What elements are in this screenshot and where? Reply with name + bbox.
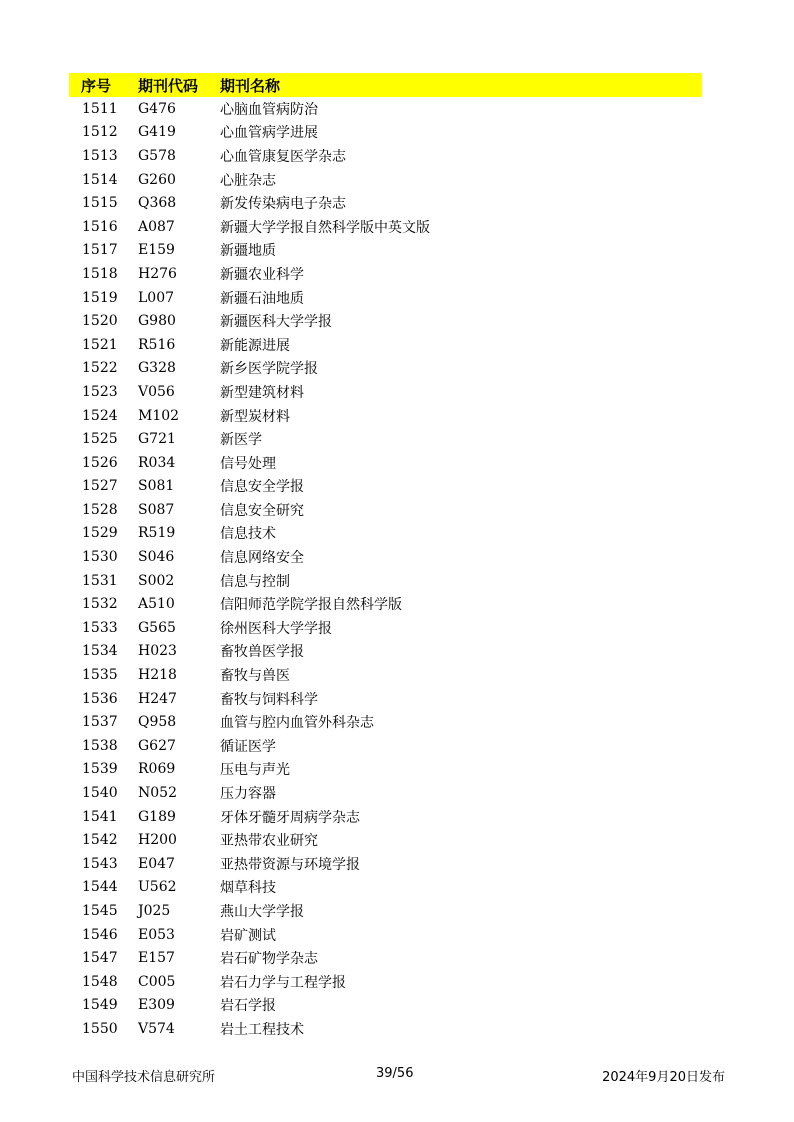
cell-serial: 1532 (82, 596, 118, 613)
table-row (69, 781, 702, 805)
cell-serial: 1529 (82, 525, 118, 542)
cell-name: 新疆石油地质 (220, 290, 304, 307)
cell-name: 岩土工程技术 (220, 1021, 304, 1038)
cell-code: H276 (138, 265, 177, 282)
cell-code: H247 (138, 690, 177, 707)
cell-code: H023 (138, 643, 177, 660)
journal-table (69, 73, 702, 1041)
cell-code: E047 (138, 855, 175, 872)
cell-name: 新疆医科大学学报 (220, 314, 332, 331)
table-row (69, 923, 702, 947)
table-row (69, 286, 702, 310)
cell-code: G578 (138, 147, 176, 164)
cell-name: 心脏杂志 (220, 172, 276, 189)
table-body (69, 97, 702, 1041)
cell-code: N052 (138, 785, 177, 802)
cell-code: U562 (138, 879, 177, 896)
cell-name: 新疆大学学报自然科学版中英文版 (220, 219, 430, 236)
header-name: 期刊名称 (220, 76, 281, 95)
cell-name: 岩矿测试 (220, 927, 276, 944)
table-row (69, 994, 702, 1018)
cell-code: G419 (138, 124, 176, 141)
cell-name: 信息与控制 (220, 573, 290, 590)
cell-code: A087 (138, 218, 175, 235)
cell-serial: 1548 (82, 973, 118, 990)
cell-serial: 1515 (82, 195, 118, 212)
cell-name: 血管与腔内血管外科杂志 (220, 715, 374, 732)
table-row (69, 710, 702, 734)
cell-serial: 1540 (82, 785, 118, 802)
footer-page-number: 39/56 (376, 1066, 414, 1081)
cell-serial: 1523 (82, 383, 118, 400)
table-row (69, 734, 702, 758)
table-row (69, 758, 702, 782)
cell-code: G980 (138, 313, 176, 330)
cell-name: 新疆地质 (220, 243, 276, 260)
cell-serial: 1546 (82, 926, 118, 943)
cell-code: G721 (138, 431, 176, 448)
table-row (69, 852, 702, 876)
table-row (69, 475, 702, 499)
cell-name: 畜牧与饲料科学 (220, 691, 318, 708)
table-row (69, 687, 702, 711)
cell-serial: 1519 (82, 289, 118, 306)
table-row (69, 805, 702, 829)
table-row (69, 876, 702, 900)
table-row (69, 970, 702, 994)
cell-name: 新型建筑材料 (220, 384, 304, 401)
cell-code: A510 (138, 596, 175, 613)
table-row (69, 309, 702, 333)
table-row (69, 333, 702, 357)
cell-name: 信阳师范学院学报自然科学版 (220, 597, 402, 614)
cell-code: H200 (138, 832, 177, 849)
cell-serial: 1538 (82, 737, 118, 754)
cell-serial: 1542 (82, 832, 118, 849)
table-row (69, 144, 702, 168)
table-row (69, 592, 702, 616)
table-row (69, 663, 702, 687)
table-row (69, 404, 702, 428)
cell-name: 畜牧与兽医 (220, 668, 290, 685)
cell-code: G260 (138, 171, 176, 188)
cell-code: R069 (138, 761, 176, 778)
cell-code: E309 (138, 997, 175, 1014)
cell-name: 信息安全研究 (220, 502, 304, 519)
cell-serial: 1522 (82, 360, 118, 377)
cell-name: 畜牧兽医学报 (220, 644, 304, 661)
table-row (69, 380, 702, 404)
cell-name: 新发传染病电子杂志 (220, 196, 346, 213)
cell-serial: 1534 (82, 643, 118, 660)
header-serial: 序号 (81, 76, 112, 95)
table-row (69, 522, 702, 546)
cell-name: 新型炭材料 (220, 408, 290, 425)
cell-serial: 1533 (82, 619, 118, 636)
table-row (69, 498, 702, 522)
cell-code: G476 (138, 100, 176, 117)
cell-code: H218 (138, 667, 177, 684)
cell-serial: 1524 (82, 407, 118, 424)
cell-name: 燕山大学学报 (220, 903, 304, 920)
cell-code: R516 (138, 336, 176, 353)
cell-serial: 1537 (82, 714, 118, 731)
table-row (69, 427, 702, 451)
cell-serial: 1513 (82, 147, 118, 164)
cell-serial: 1521 (82, 336, 118, 353)
cell-name: 信息网络安全 (220, 550, 304, 567)
table-row (69, 239, 702, 263)
cell-code: G565 (138, 619, 176, 636)
cell-code: G328 (138, 360, 176, 377)
cell-serial: 1544 (82, 879, 118, 896)
cell-serial: 1535 (82, 667, 118, 684)
cell-name: 心脑血管病防治 (220, 101, 318, 118)
cell-serial: 1528 (82, 501, 118, 518)
cell-name: 信号处理 (220, 455, 276, 472)
cell-serial: 1541 (82, 808, 118, 825)
cell-name: 压力容器 (220, 786, 276, 803)
page-footer (0, 1066, 794, 1086)
cell-serial: 1514 (82, 171, 118, 188)
cell-code: L007 (138, 289, 175, 306)
footer-date: 2024年9月20日发布 (602, 1070, 725, 1085)
cell-code: G627 (138, 737, 176, 754)
cell-code: M102 (138, 407, 180, 424)
cell-serial: 1536 (82, 690, 118, 707)
cell-code: V574 (138, 1020, 175, 1037)
table-row (69, 451, 702, 475)
cell-name: 徐州医科大学学报 (220, 620, 332, 637)
cell-serial: 1545 (82, 902, 118, 919)
cell-name: 岩石力学与工程学报 (220, 974, 346, 991)
cell-code: V056 (138, 383, 175, 400)
cell-code: S087 (138, 501, 175, 518)
cell-serial: 1530 (82, 549, 118, 566)
cell-serial: 1512 (82, 124, 118, 141)
header-code: 期刊代码 (138, 76, 199, 95)
cell-code: R034 (138, 454, 176, 471)
cell-code: E157 (138, 950, 175, 967)
footer-organization: 中国科学技术信息研究所 (72, 1070, 216, 1085)
cell-code: Q368 (138, 195, 177, 212)
cell-name: 烟草科技 (220, 880, 276, 897)
cell-serial: 1526 (82, 454, 118, 471)
cell-serial: 1550 (82, 1020, 118, 1037)
cell-code: R519 (138, 525, 176, 542)
table-row (69, 640, 702, 664)
cell-code: G189 (138, 808, 176, 825)
cell-serial: 1525 (82, 431, 118, 448)
table-row (69, 262, 702, 286)
cell-name: 新乡医学院学报 (220, 361, 318, 378)
cell-code: S046 (138, 549, 175, 566)
cell-serial: 1549 (82, 997, 118, 1014)
cell-name: 循证医学 (220, 738, 276, 755)
cell-name: 新医学 (220, 432, 262, 449)
table-row (69, 121, 702, 145)
cell-code: Q958 (138, 714, 177, 731)
table-row (69, 616, 702, 640)
table-row (69, 828, 702, 852)
cell-serial: 1516 (82, 218, 118, 235)
cell-name: 信息技术 (220, 526, 276, 543)
table-row (69, 946, 702, 970)
table-row (69, 545, 702, 569)
table-row (69, 215, 702, 239)
cell-serial: 1527 (82, 478, 118, 495)
cell-name: 牙体牙髓牙周病学杂志 (220, 809, 360, 826)
cell-name: 亚热带农业研究 (220, 833, 318, 850)
cell-code: C005 (138, 973, 176, 990)
cell-serial: 1520 (82, 313, 118, 330)
cell-name: 岩石矿物学杂志 (220, 951, 318, 968)
cell-code: S081 (138, 478, 175, 495)
cell-serial: 1518 (82, 265, 118, 282)
table-row (69, 357, 702, 381)
cell-name: 亚热带资源与环境学报 (220, 856, 360, 873)
cell-name: 新疆农业科学 (220, 266, 304, 283)
cell-name: 心血管病学进展 (220, 125, 318, 142)
cell-name: 信息安全学报 (220, 479, 304, 496)
cell-code: E053 (138, 926, 175, 943)
cell-name: 心血管康复医学杂志 (220, 148, 346, 165)
cell-name: 压电与声光 (220, 762, 290, 779)
table-row (69, 168, 702, 192)
cell-name: 新能源进展 (220, 337, 290, 354)
cell-serial: 1511 (82, 100, 118, 117)
cell-serial: 1543 (82, 855, 118, 872)
cell-code: S002 (138, 572, 175, 589)
cell-code: J025 (138, 902, 171, 919)
cell-code: E159 (138, 242, 175, 259)
cell-serial: 1517 (82, 242, 118, 259)
cell-serial: 1539 (82, 761, 118, 778)
table-header (69, 73, 702, 97)
table-row (69, 1017, 702, 1041)
table-row (69, 191, 702, 215)
cell-serial: 1547 (82, 950, 118, 967)
cell-name: 岩石学报 (220, 998, 276, 1015)
cell-serial: 1531 (82, 572, 118, 589)
table-row (69, 899, 702, 923)
table-row (69, 569, 702, 593)
table-row (69, 97, 702, 121)
